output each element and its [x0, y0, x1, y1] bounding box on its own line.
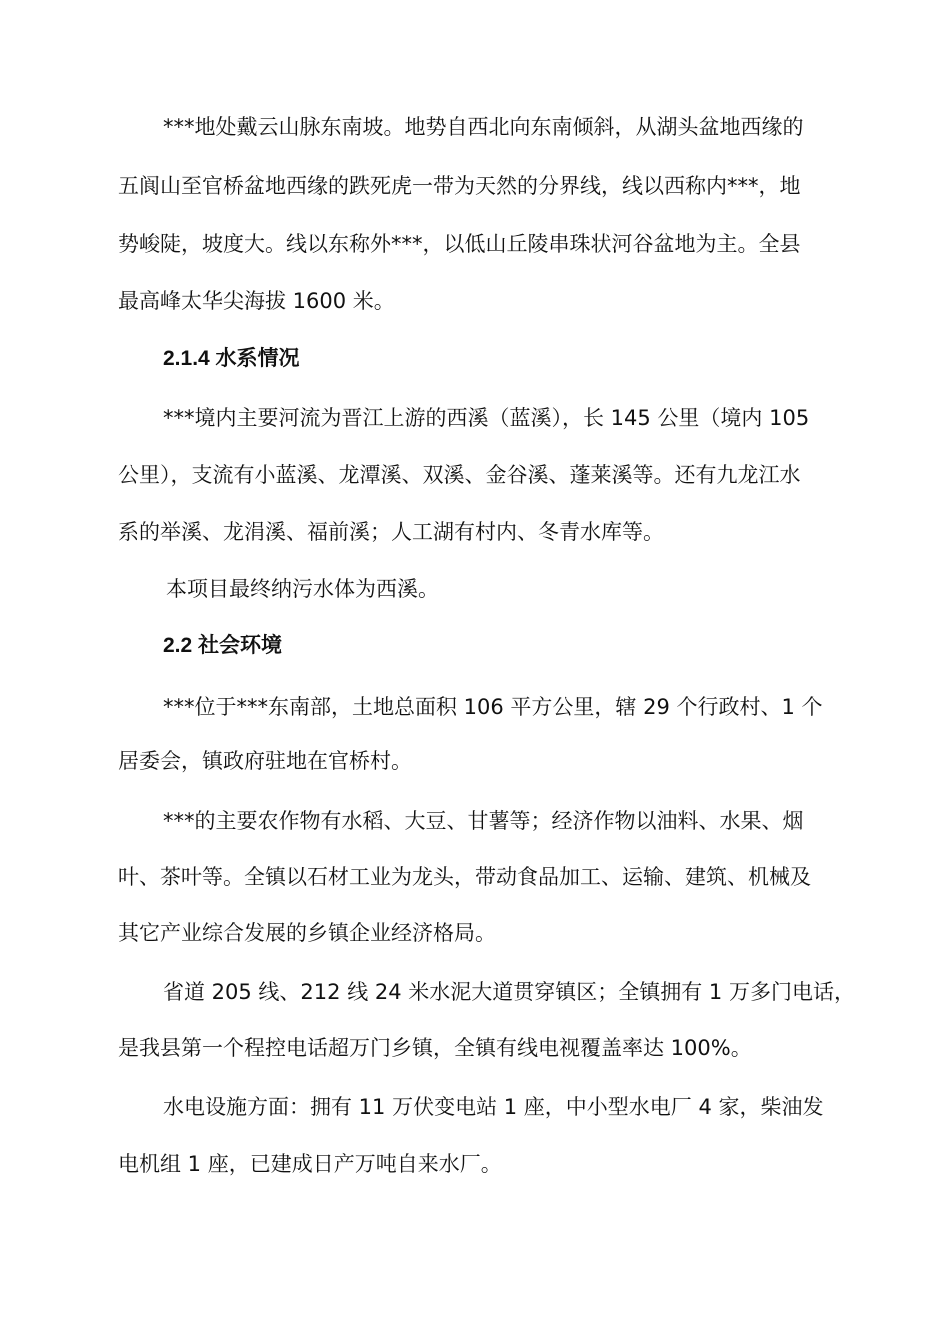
social-2-line-3: 其它产业综合发展的乡镇企业经济格局。 [118, 921, 496, 945]
social-1-line-2: 居委会，镇政府驻地在官桥村。 [118, 749, 412, 773]
terrain-line-2: 五阆山至官桥盆地西缘的跌死虎一带为天然的分界线，线以西称内***，地 [118, 174, 801, 198]
water-note: 本项目最终纳污水体为西溪。 [166, 577, 439, 601]
social-4-line-1: 水电设施方面：拥有 11 万伏变电站 1 座，中小型水电厂 4 家，柴油发 [163, 1095, 824, 1119]
water-line-1: ***境内主要河流为晋江上游的西溪（蓝溪），长 145 公里（境内 105 [163, 406, 810, 430]
social-1-line-1: ***位于***东南部，土地总面积 106 平方公里，辖 29 个行政村、1 个 [163, 695, 823, 719]
terrain-line-4: 最高峰太华尖海拔 1600 米。 [118, 289, 395, 313]
water-line-3: 系的举溪、龙涓溪、福前溪；人工湖有村内、冬青水库等。 [118, 520, 664, 544]
social-3-line-1: 省道 205 线、212 线 24 米水泥大道贯穿镇区；全镇拥有 1 万多门电话， [163, 980, 855, 1004]
social-2-line-1: ***的主要农作物有水稻、大豆、甘薯等；经济作物以油料、水果、烟 [163, 809, 804, 833]
heading-water-system: 2.1.4 水系情况 [163, 347, 300, 370]
social-2-line-2: 叶、茶叶等。全镇以石材工业为龙头，带动食品加工、运输、建筑、机械及 [118, 865, 811, 889]
heading-social-environment: 2.2 社会环境 [163, 634, 283, 657]
terrain-line-3: 势峻陡，坡度大。线以东称外***，以低山丘陵串珠状河谷盆地为主。全县 [118, 232, 801, 256]
social-3-line-2: 是我县第一个程控电话超万门乡镇，全镇有线电视覆盖率达 100%。 [118, 1036, 752, 1060]
water-line-2: 公里），支流有小蓝溪、龙潭溪、双溪、金谷溪、蓬莱溪等。还有九龙江水 [118, 463, 801, 487]
terrain-line-1: ***地处戴云山脉东南坡。地势自西北向东南倾斜，从湖头盆地西缘的 [163, 115, 804, 139]
social-4-line-2: 电机组 1 座，已建成日产万吨自来水厂。 [118, 1152, 502, 1176]
